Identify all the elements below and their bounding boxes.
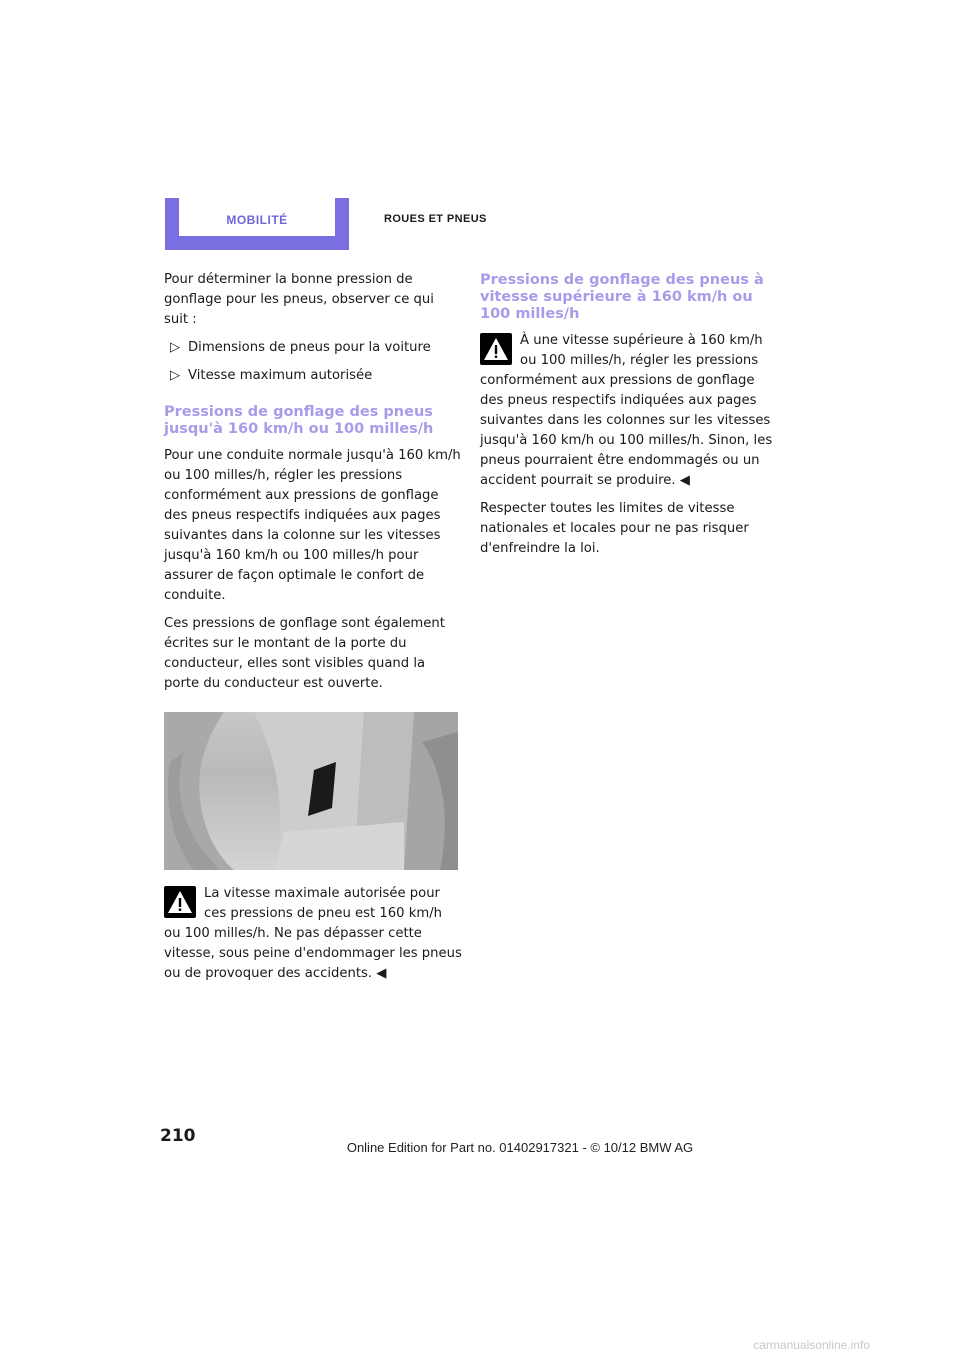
warning-text: La vitesse maximale autorisée pour ces pressions de pneu est 160 km/h ou 100 milles/h. Ne pas dépasser cette vitesse, sous peine d'endommager les pneus ou de provoquer des accidents. ◀ [164,886,462,981]
body-paragraph: Respecter toutes les limites de vitesse nationales et locales pour ne pas risquer d'enfreindre la loi. [480,501,749,556]
bullet-text: Dimensions de pneus pour la voiture [188,340,431,355]
door-pillar-photo [164,712,458,870]
left-column [164,270,462,992]
chapter-title: ROUES ET PNEUS [384,213,487,225]
warning-triangle-icon [480,333,512,365]
section-tab-label: MOBILITÉ [179,198,335,236]
bullet-text: Vitesse maximum autorisée [188,368,373,383]
intro-paragraph: Pour déterminer la bonne pression de gonflage pour les pneus, observer ce qui suit : [164,272,434,327]
watermark: carmanualsonline.info [753,1338,870,1352]
warning-triangle-icon [164,886,196,918]
section-heading: Pressions de gonflage des pneus à vitesse supérieure à 160 km/h ou 100 milles/h [480,272,764,322]
page-number: 210 [160,1126,196,1146]
right-column [480,270,778,567]
list-item [164,338,462,358]
bullet-arrow-icon: ▷ [170,368,181,383]
body-paragraph: Ces pressions de gonflage sont également écrites sur le montant de la porte du conducteur, elles sont visibles quand la porte du conducteur est ouverte. [164,616,445,691]
list-item [164,366,462,386]
door-pillar-illustration [164,712,458,870]
bullet-arrow-icon: ▷ [170,340,181,355]
section-tab [165,198,349,250]
warning-block [164,884,462,984]
section-heading: Pressions de gonflage des pneus jusqu'à 160 km/h ou 100 milles/h [164,404,434,437]
body-paragraph: Pour une conduite normale jusqu'à 160 km/h ou 100 milles/h, régler les pressions conformément aux pressions de gonflage des pneus respectifs indiquées aux pages suivantes dans la colonne sur les vitesses jusqu'à 160 km/h ou 100 milles/h pour assurer de façon optimale le confort de conduite. [164,448,461,603]
warning-block [480,331,778,491]
warning-text: À une vitesse supérieure à 160 km/h ou 100 milles/h, régler les pressions conformément aux pressions de gonflage des pneus respectifs indiquées aux pages suivantes dans les colonnes sur les vitesses jusqu'à 160 km/h ou 100 milles/h. Sinon, les pneus pourraient être endommagés ou un accident pourrait se produire. ◀ [480,333,773,488]
footer-edition: Online Edition for Part no. 01402917321 - © 10/12 BMW AG [346,1140,694,1155]
